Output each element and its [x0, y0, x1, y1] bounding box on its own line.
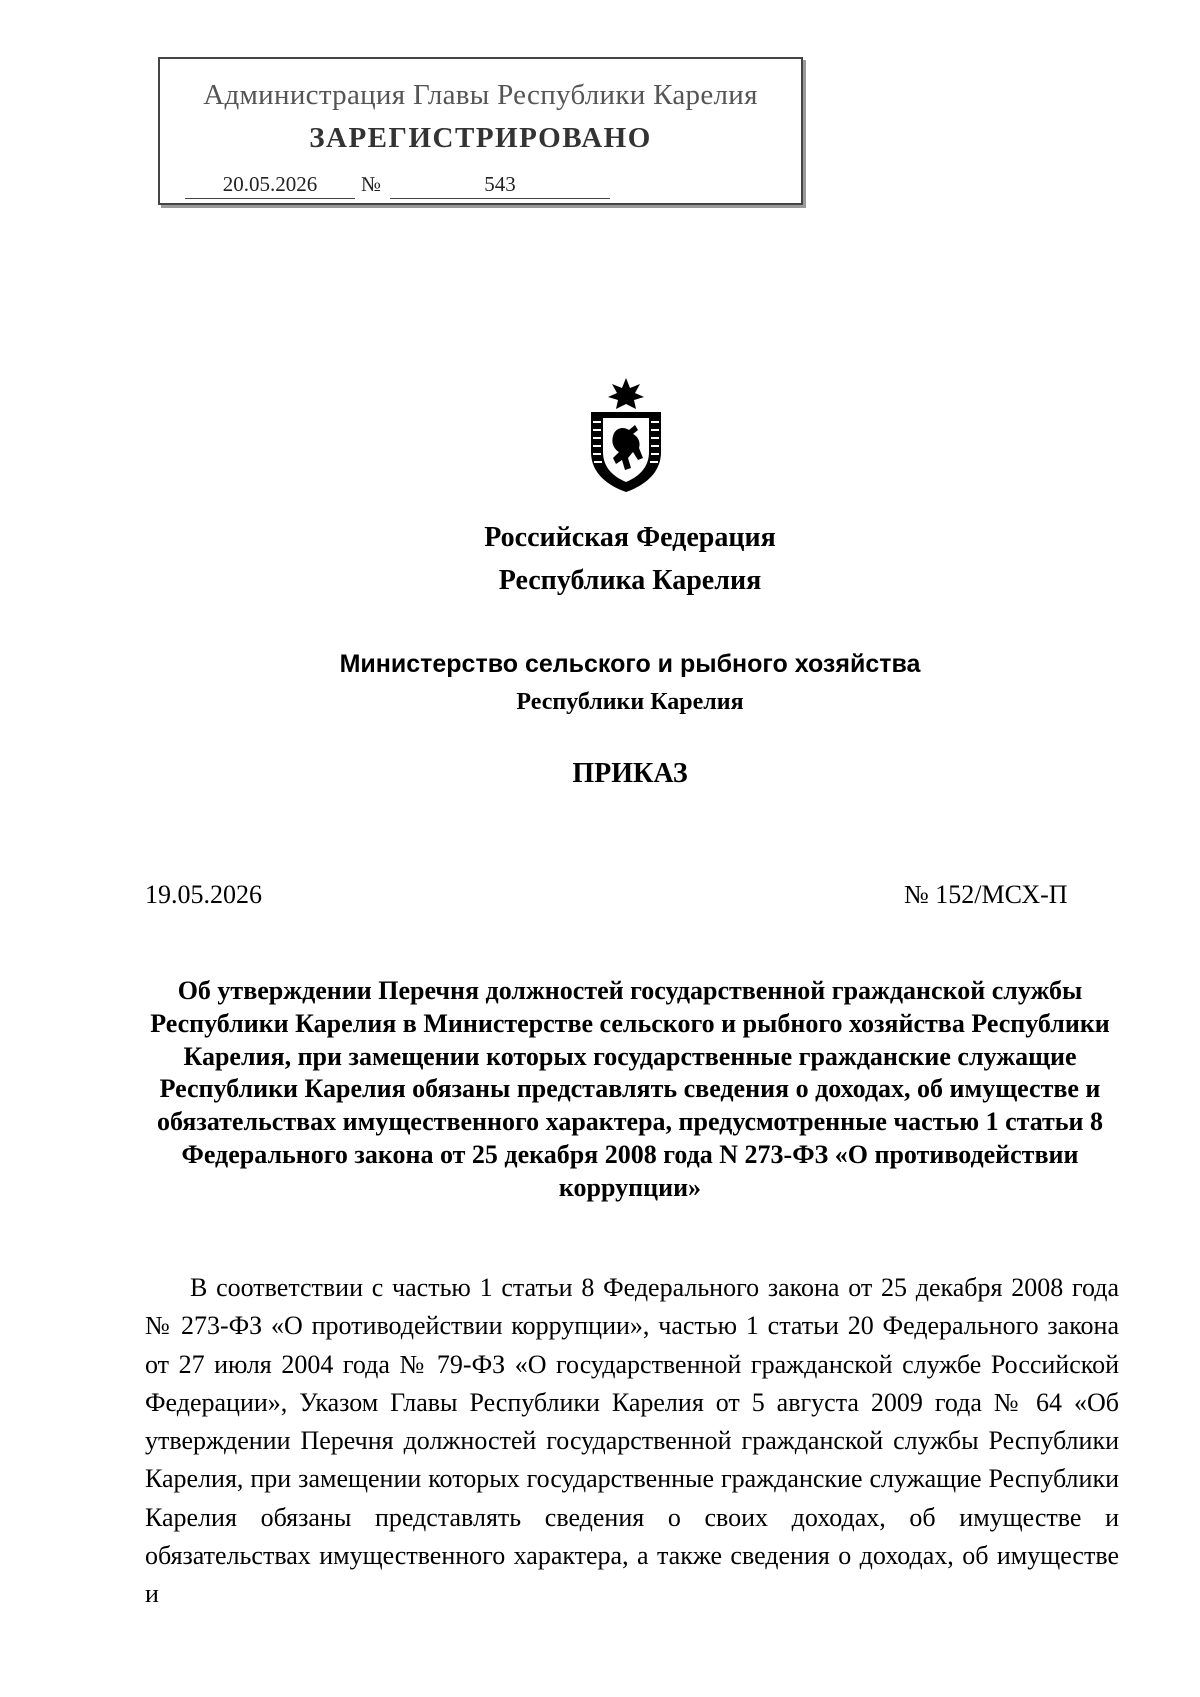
country-title: Российская Федерация — [484, 522, 776, 553]
stamp-date: 20.05.2026 — [185, 172, 355, 199]
ministry-region: Республики Карелия — [516, 689, 744, 715]
stamp-organization: Администрация Главы Республики Карелия — [203, 79, 758, 111]
order-body-paragraph — [145, 1269, 1119, 1614]
order-date: 19.05.2026 — [145, 880, 262, 909]
stamp-status: ЗАРЕГИСТРИРОВАНО — [309, 122, 652, 154]
registration-stamp — [158, 57, 803, 205]
stamp-number-label: № — [361, 172, 382, 196]
karelia-coat-of-arms-icon — [583, 378, 669, 494]
order-number: № 152/МСХ-П — [904, 880, 1068, 909]
order-title: Об утверждении Перечня должностей государственной гражданской службы Республики Карелия в Министерстве сельского и рыбного хозяйства Республики Карелия, при замещении которых государственные гражданские служащие Республики Карелия обязаны представлять сведения о доходах, об имуществе и обязательствах имущественного характера, предусмотренные частью 1 статьи 8 Федерального закона от 25 декабря 2008 года N 273-ФЗ «О противодействии коррупции» — [150, 976, 1110, 1202]
stamp-number: 543 — [390, 172, 610, 199]
document-type: ПРИКАЗ — [572, 758, 688, 789]
body-text: В соответствии с частью 1 статьи 8 Федерального закона от 25 декабря 2008 года № 273-ФЗ «О противодействии коррупции», частью 1 статьи 20 Федерального закона от 27 июля 2004 года № 79-ФЗ «О государственной гражданской службе Российской Федерации», Указом Главы Республики Карелия от 5 августа 2009 года № 64 «Об утверждении Перечня должностей государственной гражданской службы Республики Карелия, при замещении которых государственные гражданские служащие Республики Карелия обязаны представлять сведения о своих доходах, об имуществе и обязательствах имущественного характера, а также сведения о доходах, об имуществе и — [145, 1273, 1119, 1609]
ministry-name: Министерство сельского и рыбного хозяйства — [339, 650, 921, 678]
republic-title: Республика Карелия — [498, 565, 762, 596]
